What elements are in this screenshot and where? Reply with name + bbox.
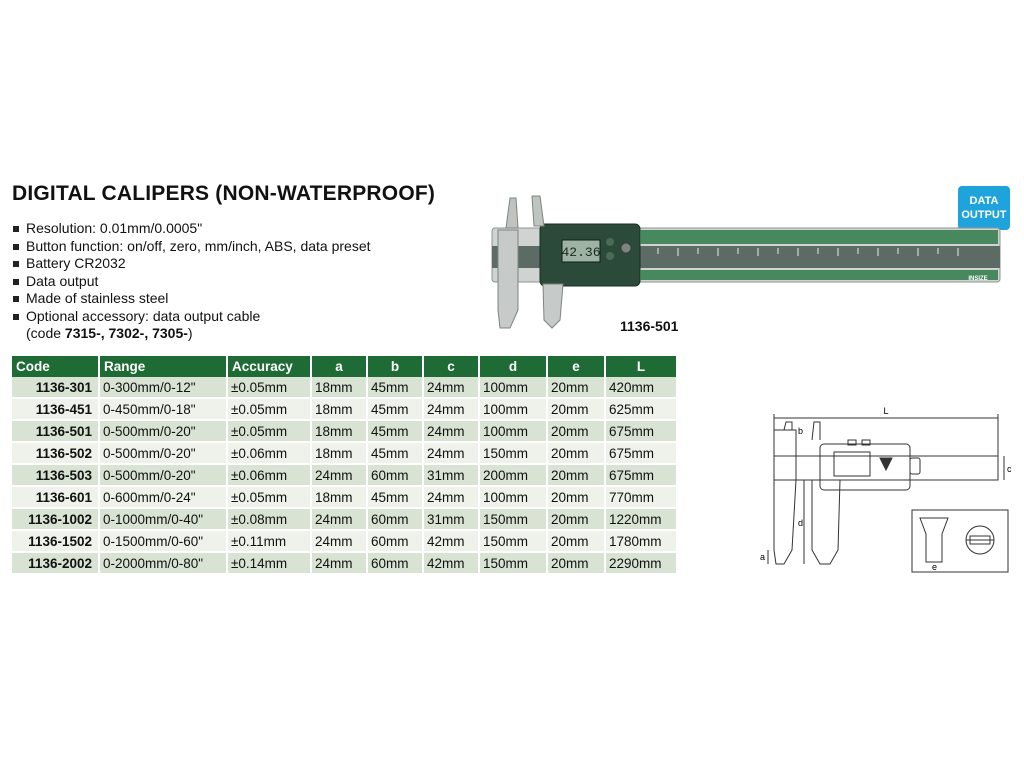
cell-L: 420mm <box>605 377 677 398</box>
table-row <box>12 552 677 574</box>
cell-accuracy: ±0.06mm <box>227 442 311 464</box>
cell-range: 0-1000mm/0-40" <box>99 508 227 530</box>
cell-c: 42mm <box>423 530 479 552</box>
cell-code: 1136-501 <box>12 420 99 442</box>
cell-d: 150mm <box>479 552 547 574</box>
cell-a: 24mm <box>311 464 367 486</box>
cell-accuracy: ±0.05mm <box>227 486 311 508</box>
cell-a: 18mm <box>311 398 367 420</box>
feature-item: Made of stainless steel <box>12 290 371 308</box>
col-header-accuracy: Accuracy <box>227 356 311 377</box>
cell-d: 150mm <box>479 530 547 552</box>
cell-e: 20mm <box>547 442 605 464</box>
cell-range: 0-2000mm/0-80" <box>99 552 227 574</box>
photo-model-label: 1136-501 <box>620 318 679 334</box>
fixed-jaw <box>498 230 518 328</box>
slider-button <box>606 238 614 246</box>
cell-a: 18mm <box>311 442 367 464</box>
beam-accent <box>640 270 998 280</box>
cell-d: 100mm <box>479 486 547 508</box>
col-header-b: b <box>367 356 423 377</box>
cell-d: 150mm <box>479 508 547 530</box>
table-row <box>12 377 677 398</box>
cell-a: 24mm <box>311 552 367 574</box>
cell-b: 45mm <box>367 442 423 464</box>
cell-code: 1136-502 <box>12 442 99 464</box>
cell-range: 0-1500mm/0-60" <box>99 530 227 552</box>
cell-e: 20mm <box>547 486 605 508</box>
col-header-range: Range <box>99 356 227 377</box>
col-header-L: L <box>605 356 677 377</box>
cell-e: 20mm <box>547 420 605 442</box>
cell-c: 24mm <box>423 486 479 508</box>
feature-item: Button function: on/off, zero, mm/inch, ABS, data preset <box>12 238 371 256</box>
cell-e: 20mm <box>547 552 605 574</box>
table-row <box>12 420 677 442</box>
feature-item: Battery CR2032 <box>12 255 371 273</box>
cell-L: 1780mm <box>605 530 677 552</box>
label-d: d <box>798 518 804 528</box>
cell-b: 45mm <box>367 377 423 398</box>
cell-range: 0-500mm/0-20" <box>99 420 227 442</box>
cell-range: 0-500mm/0-20" <box>99 464 227 486</box>
table-row <box>12 530 677 552</box>
cell-a: 24mm <box>311 508 367 530</box>
cell-c: 42mm <box>423 552 479 574</box>
cell-b: 45mm <box>367 486 423 508</box>
badge-line-2: OUTPUT <box>961 209 1007 221</box>
label-L: L <box>883 406 889 416</box>
table-row <box>12 486 677 508</box>
cell-d: 100mm <box>479 398 547 420</box>
cell-a: 24mm <box>311 530 367 552</box>
cell-e: 20mm <box>547 464 605 486</box>
cell-c: 31mm <box>423 464 479 486</box>
caliper-photo <box>488 190 1003 330</box>
lcd-reading: 42.36 <box>561 245 601 260</box>
codes-suffix: ) <box>187 325 193 341</box>
fixed-inner-jaw <box>506 198 518 228</box>
cell-e: 20mm <box>547 398 605 420</box>
specification-table <box>12 356 678 575</box>
cell-a: 18mm <box>311 377 367 398</box>
cell-c: 24mm <box>423 377 479 398</box>
col-header-c: c <box>423 356 479 377</box>
cell-b: 60mm <box>367 530 423 552</box>
cell-code: 1136-1502 <box>12 530 99 552</box>
label-b: b <box>798 426 804 436</box>
cell-a: 18mm <box>311 420 367 442</box>
cell-a: 18mm <box>311 486 367 508</box>
brand-logo: INSIZE <box>968 276 988 282</box>
cell-e: 20mm <box>547 377 605 398</box>
cell-accuracy: ±0.08mm <box>227 508 311 530</box>
dimension-diagram <box>758 400 1018 580</box>
badge-line-1: DATA <box>969 195 999 207</box>
col-header-d: d <box>479 356 547 377</box>
col-header-e: e <box>547 356 605 377</box>
cell-accuracy: ±0.05mm <box>227 377 311 398</box>
feature-item: Data output <box>12 273 371 291</box>
cell-accuracy: ±0.11mm <box>227 530 311 552</box>
cell-c: 31mm <box>423 508 479 530</box>
cell-L: 675mm <box>605 420 677 442</box>
accessory-codes <box>12 325 371 343</box>
cell-L: 2290mm <box>605 552 677 574</box>
table-row <box>12 464 677 486</box>
cell-accuracy: ±0.05mm <box>227 398 311 420</box>
slider-button <box>606 252 614 260</box>
label-a: a <box>760 552 766 562</box>
sliding-inner-jaw <box>532 196 544 226</box>
cell-range: 0-300mm/0-12" <box>99 377 227 398</box>
label-e: e <box>932 562 938 572</box>
cell-e: 20mm <box>547 530 605 552</box>
cell-code: 1136-2002 <box>12 552 99 574</box>
lock-screw <box>621 243 631 253</box>
label-c: c <box>1007 464 1012 474</box>
codes-prefix: (code <box>26 325 65 341</box>
beam-accent <box>640 230 998 244</box>
cell-b: 60mm <box>367 508 423 530</box>
cell-code: 1136-601 <box>12 486 99 508</box>
cell-code: 1136-1002 <box>12 508 99 530</box>
cell-accuracy: ±0.14mm <box>227 552 311 574</box>
table-row <box>12 398 677 420</box>
cell-code: 1136-451 <box>12 398 99 420</box>
table-row <box>12 442 677 464</box>
cell-accuracy: ±0.06mm <box>227 464 311 486</box>
table-header-row <box>12 356 677 377</box>
cell-d: 200mm <box>479 464 547 486</box>
cell-L: 770mm <box>605 486 677 508</box>
cell-code: 1136-503 <box>12 464 99 486</box>
cell-c: 24mm <box>423 398 479 420</box>
cell-L: 675mm <box>605 442 677 464</box>
diagram-fixed-jaw <box>774 430 796 564</box>
sliding-jaw <box>543 284 563 328</box>
cell-range: 0-450mm/0-18" <box>99 398 227 420</box>
cell-c: 24mm <box>423 420 479 442</box>
cell-L: 1220mm <box>605 508 677 530</box>
feature-list <box>12 220 371 343</box>
cell-d: 100mm <box>479 420 547 442</box>
cell-L: 625mm <box>605 398 677 420</box>
cell-accuracy: ±0.05mm <box>227 420 311 442</box>
cell-code: 1136-301 <box>12 377 99 398</box>
cell-range: 0-600mm/0-24" <box>99 486 227 508</box>
page-title: DIGITAL CALIPERS (NON-WATERPROOF) <box>12 182 436 205</box>
cell-b: 60mm <box>367 552 423 574</box>
cell-c: 24mm <box>423 442 479 464</box>
codes-value: 7315-, 7302-, 7305- <box>64 325 188 341</box>
cell-L: 675mm <box>605 464 677 486</box>
cell-range: 0-500mm/0-20" <box>99 442 227 464</box>
feature-item: Resolution: 0.01mm/0.0005" <box>12 220 371 238</box>
cell-e: 20mm <box>547 508 605 530</box>
cell-b: 45mm <box>367 398 423 420</box>
cell-d: 100mm <box>479 377 547 398</box>
table-row <box>12 508 677 530</box>
cell-d: 150mm <box>479 442 547 464</box>
cell-b: 60mm <box>367 464 423 486</box>
feature-item: Optional accessory: data output cable <box>12 308 371 326</box>
col-header-code: Code <box>12 356 99 377</box>
diagram-sliding-jaw <box>812 480 840 564</box>
col-header-a: a <box>311 356 367 377</box>
cell-b: 45mm <box>367 420 423 442</box>
